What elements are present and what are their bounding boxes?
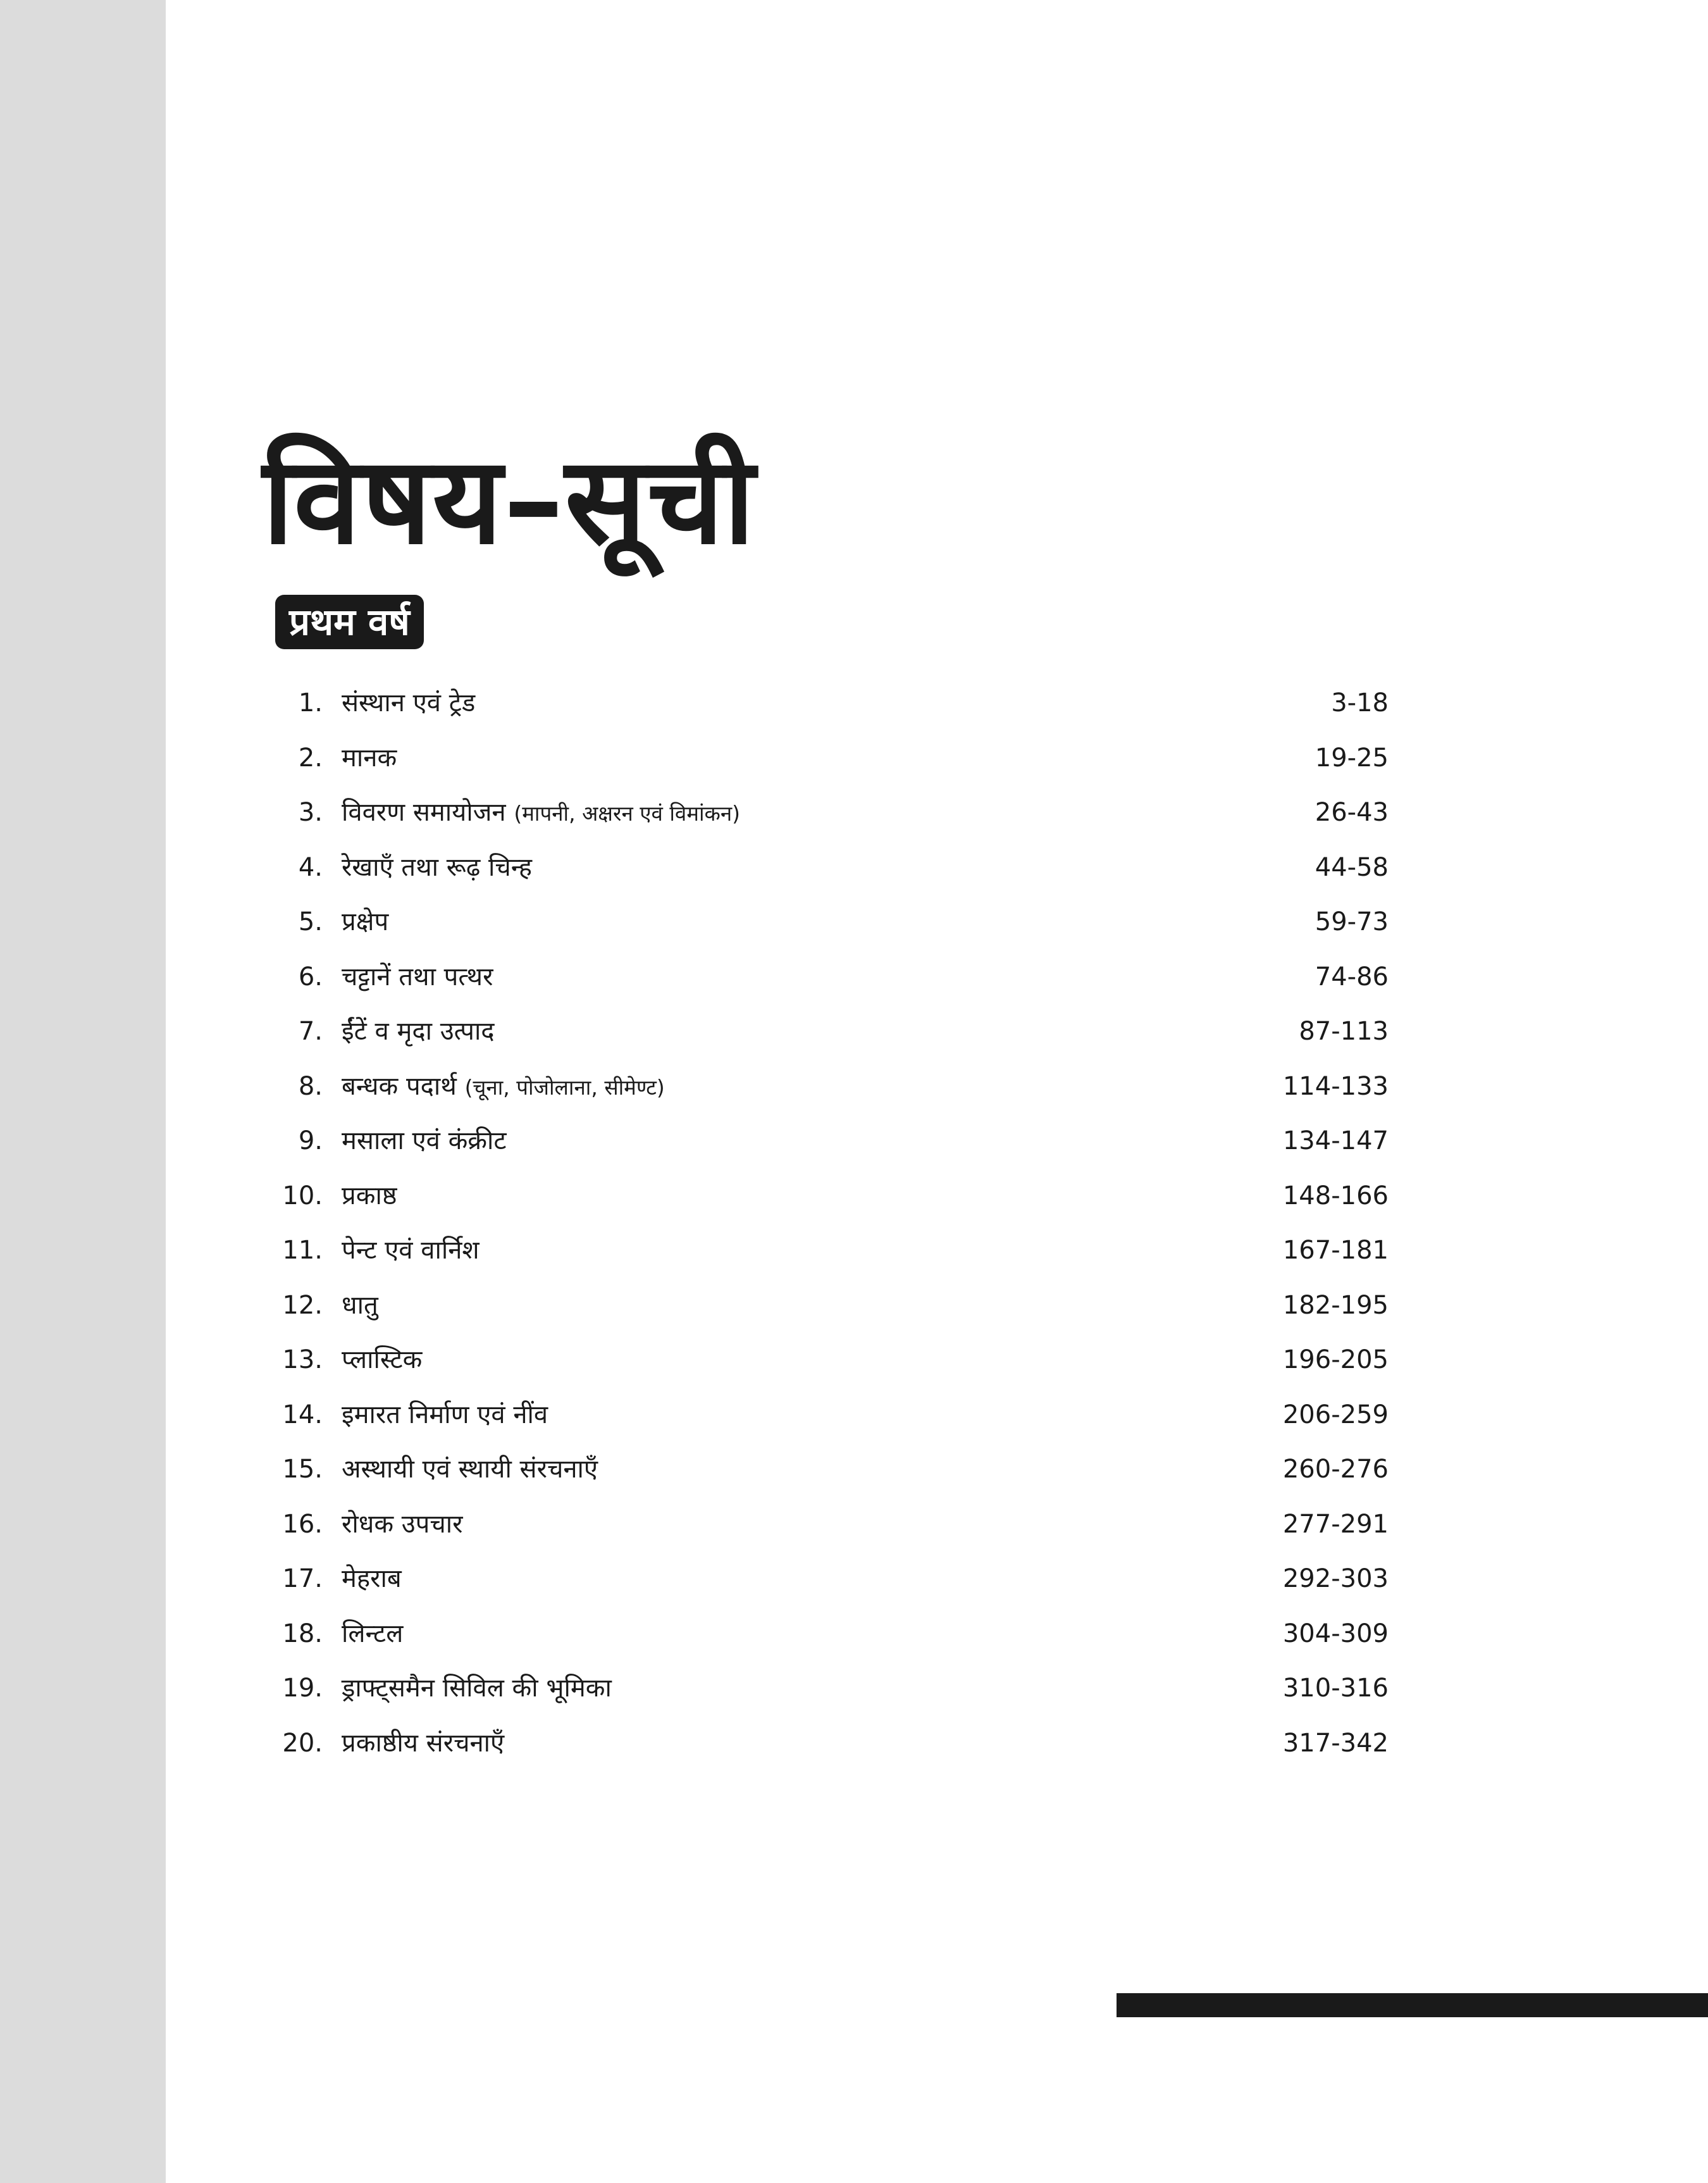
toc-entry	[272, 840, 1389, 895]
toc-entry-number: 1.	[298, 688, 323, 718]
toc-entry-page-range: 26-43	[1315, 798, 1389, 827]
toc-entry-number: 4.	[298, 852, 323, 882]
toc-entry-title	[342, 1661, 612, 1716]
toc-entry-page-range: 59-73	[1315, 907, 1389, 936]
toc-entry	[272, 1059, 1389, 1114]
toc-entry	[272, 1607, 1389, 1662]
toc-entry-title	[342, 785, 740, 842]
toc-entry-title-text: पेन्ट एवं वार्निश	[342, 1236, 480, 1265]
toc-entry-page-range: 317-342	[1282, 1728, 1389, 1758]
toc-entry-number: 18.	[282, 1619, 323, 1648]
toc-entry-title-text: बन्धक पदार्थ	[342, 1071, 457, 1101]
toc-entry-title-text: मेहराब	[342, 1564, 402, 1593]
toc-entry-number: 6.	[298, 962, 323, 992]
toc-entry-page-range: 310-316	[1282, 1674, 1389, 1703]
toc-entry-page-range: 182-195	[1282, 1290, 1389, 1320]
toc-entry	[272, 731, 1389, 786]
toc-entry-page-range: 292-303	[1282, 1564, 1389, 1593]
toc-entry	[272, 1497, 1389, 1552]
toc-entry-number: 17.	[282, 1564, 323, 1593]
toc-entry	[272, 895, 1389, 950]
toc-entry-title-text: मसाला एवं कंक्रीट	[342, 1126, 507, 1155]
toc-entry-title-text: प्रकाष्ठीय संरचनाएँ	[342, 1728, 505, 1758]
toc-entry-title-text: इमारत निर्माण एवं नींव	[342, 1400, 548, 1429]
toc-entry-title	[342, 895, 388, 950]
toc-entry-title-text: ईंटें व मृदा उत्पाद	[342, 1017, 495, 1046]
toc-entry-title-text: मानक	[342, 743, 397, 773]
toc-entry	[272, 1716, 1389, 1771]
toc-entry-title	[342, 1059, 665, 1116]
toc-entry-page-range: 206-259	[1282, 1400, 1389, 1429]
toc-entry-number: 11.	[282, 1236, 323, 1265]
toc-entry-subtitle: (मापनी, अक्षरन एवं विमांकन)	[514, 801, 741, 826]
toc-entry-number: 20.	[282, 1728, 323, 1758]
toc-entry-page-range: 134-147	[1282, 1126, 1389, 1155]
toc-entry	[272, 1114, 1389, 1169]
toc-entry-title-text: विवरण समायोजन	[342, 798, 506, 827]
toc-entry-page-range: 277-291	[1282, 1509, 1389, 1539]
toc-entry-title-text: रोधक उपचार	[342, 1509, 463, 1539]
left-margin-band	[0, 0, 166, 2183]
toc-entry-title	[342, 676, 475, 731]
toc-entry-number: 3.	[298, 798, 323, 827]
toc-entry-title-text: अस्थायी एवं स्थायी संरचनाएँ	[342, 1455, 598, 1484]
toc-entry-title	[342, 1114, 507, 1169]
toc-entry-title	[342, 1497, 463, 1552]
page-title: विषय–सूची	[263, 431, 757, 571]
toc-entry-page-range: 167-181	[1282, 1236, 1389, 1265]
toc-entry-title	[342, 1223, 480, 1278]
toc-entry-page-range: 44-58	[1315, 852, 1389, 882]
toc-entry-number: 13.	[282, 1345, 323, 1374]
toc-entry-title-text: संस्थान एवं ट्रेड	[342, 688, 476, 718]
toc-entry	[272, 1661, 1389, 1716]
toc-entry	[272, 1552, 1389, 1607]
toc-entry-title-text: धातु	[342, 1290, 378, 1320]
toc-entry-number: 14.	[282, 1400, 323, 1429]
toc-entry	[272, 785, 1389, 840]
toc-entry-page-range: 114-133	[1282, 1071, 1389, 1101]
toc-entry-number: 12.	[282, 1290, 323, 1320]
toc-entry-number: 10.	[282, 1181, 323, 1210]
toc-entry-page-range: 304-309	[1282, 1619, 1389, 1648]
toc-entry-title	[342, 1716, 504, 1771]
toc-entry-page-range: 260-276	[1282, 1455, 1389, 1484]
toc-entry-title-text: चट्टानें तथा पत्थर	[342, 962, 493, 992]
table-of-contents	[272, 676, 1389, 1770]
toc-entry-title	[342, 731, 397, 786]
toc-entry	[272, 1169, 1389, 1224]
toc-entry-title-text: प्रकाष्ठ	[342, 1181, 397, 1210]
toc-entry-title-text: प्रक्षेप	[342, 907, 389, 936]
toc-entry-title	[342, 840, 532, 895]
toc-entry-number: 5.	[298, 907, 323, 936]
toc-entry-title-text: प्लास्टिक	[342, 1345, 423, 1374]
toc-entry-number: 7.	[298, 1017, 323, 1046]
toc-entry-number: 16.	[282, 1509, 323, 1539]
toc-entry-page-range: 74-86	[1315, 962, 1389, 992]
toc-entry-title	[342, 1552, 402, 1607]
toc-entry	[272, 1442, 1389, 1497]
toc-entry-title	[342, 1278, 378, 1333]
toc-entry	[272, 950, 1389, 1005]
toc-entry	[272, 1278, 1389, 1333]
toc-entry-number: 2.	[298, 743, 323, 773]
toc-entry-title	[342, 1169, 397, 1224]
toc-entry-page-range: 3-18	[1331, 688, 1389, 718]
toc-entry	[272, 1333, 1389, 1388]
toc-entry-page-range: 19-25	[1315, 743, 1389, 773]
toc-entry-number: 9.	[298, 1126, 323, 1155]
toc-entry-title	[342, 1333, 422, 1388]
toc-entry-title-text: रेखाएँ तथा रूढ़ चिन्ह	[342, 852, 532, 882]
toc-entry-title-text: लिन्टल	[342, 1619, 404, 1648]
toc-entry-title-text: ड्राफ्ट्समैन सिविल की भूमिका	[342, 1674, 612, 1703]
toc-entry-page-range: 196-205	[1282, 1345, 1389, 1374]
toc-entry-page-range: 87-113	[1299, 1017, 1389, 1046]
toc-entry-page-range: 148-166	[1282, 1181, 1389, 1210]
toc-entry-title	[342, 950, 493, 1005]
toc-entry	[272, 1004, 1389, 1059]
toc-entry-title	[342, 1004, 495, 1059]
toc-entry	[272, 1388, 1389, 1443]
toc-entry-title	[342, 1388, 548, 1443]
section-label-first-year: प्रथम वर्ष	[275, 595, 424, 649]
toc-entry-title	[342, 1442, 598, 1497]
toc-entry-title	[342, 1607, 403, 1662]
toc-entry	[272, 1223, 1389, 1278]
toc-entry-number: 8.	[298, 1071, 323, 1101]
toc-entry-number: 15.	[282, 1455, 323, 1484]
toc-entry	[272, 676, 1389, 731]
toc-entry-subtitle: (चूना, पोजोलाना, सीमेण्ट)	[464, 1074, 665, 1100]
toc-entry-number: 19.	[282, 1674, 323, 1703]
decorative-bottom-bar	[1117, 1993, 1708, 2017]
